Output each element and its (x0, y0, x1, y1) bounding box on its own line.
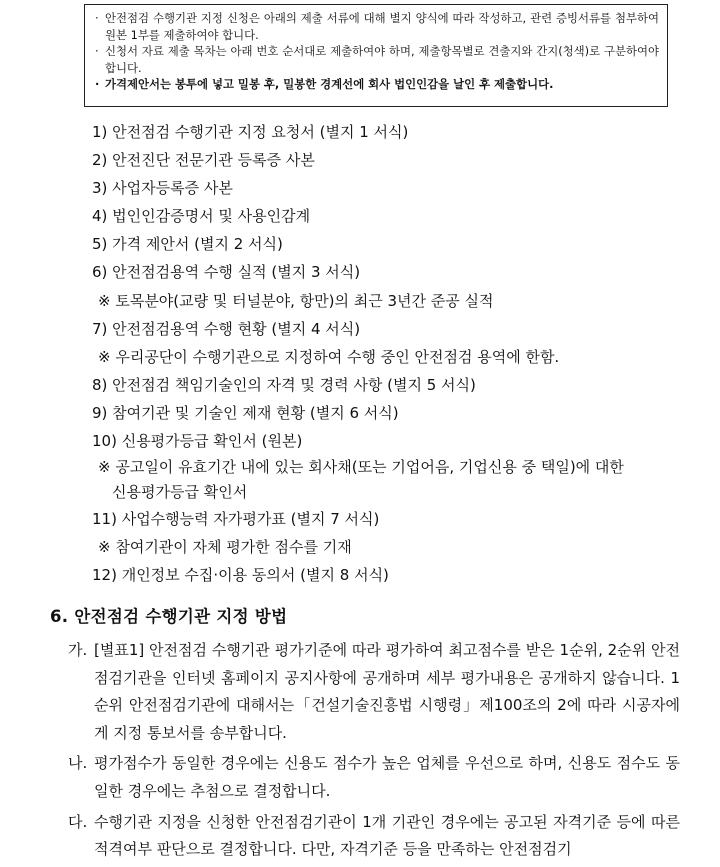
paragraph (68, 809, 680, 864)
notice-bullet: · (95, 11, 99, 25)
document-item: 8) 안전점검 책임기술인의 자격 및 경력 사항 (별지 5 서식) (92, 375, 476, 394)
paragraph-text: [별표1] 안전점검 수행기관 평가기준에 따라 평가하여 최고점수를 받은 1순위, 2순위 안전점검기관을 인터넷 홈페이지 공지사항에 공개하며 세부 평가내용은 공개하지 않습니다. 1순위 안전점검기관에 대해서는「건설기술진흥법 시행령」제100조의 2에 따라 시공자에게 지정 통보서를 송부합니다. (94, 641, 680, 742)
document-item: 5) 가격 제안서 (별지 2 서식) (92, 235, 283, 254)
document-note: ※ 우리공단이 수행기관으로 지정하여 수행 중인 안전점검 용역에 한함. (98, 347, 560, 366)
notice-item-1 (95, 10, 659, 43)
notice-text: 안전점검 수행기관 지정 신청은 아래의 제출 서류에 대해 별지 양식에 따라 작성하고, 관련 증빙서류를 첨부하여 원본 1부를 제출하여야 합니다. (105, 11, 659, 42)
document-item: 10) 신용평가등급 확인서 (원본) (92, 432, 303, 451)
paragraph-marker: 가. (68, 641, 88, 659)
document-note-continuation: 신용평가등급 확인서 (112, 483, 248, 502)
document-item: 3) 사업자등록증 사본 (92, 179, 233, 198)
document-note-line: ※ 공고일이 유효기간 내에 있는 회사채(또는 기업어음, 기업신용 중 택일)에 대한 (98, 458, 624, 477)
submission-notice-box (84, 4, 668, 107)
notice-bullet: · (95, 44, 99, 58)
document-item: 7) 안전점검용역 수행 현황 (별지 4 서식) (92, 319, 361, 338)
notice-text: 신청서 자료 제출 목차는 아래 번호 순서대로 제출하여야 하며, 제출항목별로 견출지와 간지(청색)로 구분하여야 합니다. (105, 44, 659, 75)
document-item: 4) 법인인감증명서 및 사용인감계 (92, 207, 311, 226)
designation-method-paragraphs (68, 637, 680, 867)
notice-item-3 (95, 76, 659, 93)
document-note: ※ 토목분야(교량 및 터널분야, 항만)의 최근 3년간 준공 실적 (98, 291, 494, 310)
required-documents-list (92, 118, 682, 589)
paragraph-text: 평가점수가 동일한 경우에는 신용도 점수가 높은 업체를 우선으로 하며, 신용도 점수도 동일한 경우에는 추첨으로 결정합니다. (94, 754, 680, 800)
document-note (92, 455, 682, 505)
document-item: 12) 개인정보 수집·이용 동의서 (별지 8 서식) (92, 566, 389, 585)
paragraph (68, 637, 680, 747)
notice-item-2 (95, 43, 659, 76)
section-title: 6. 안전점검 수행기관 지정 방법 (50, 607, 288, 626)
notice-text: 가격제안서는 봉투에 넣고 밀봉 후, 밀봉한 경계선에 회사 법인인감을 날인 후 제출합니다. (105, 77, 554, 91)
document-item: 2) 안전진단 전문기관 등록증 사본 (92, 151, 315, 170)
document-item: 11) 사업수행능력 자가평가표 (별지 7 서식) (92, 510, 380, 529)
document-note: ※ 참여기관이 자체 평가한 점수를 기재 (98, 538, 352, 557)
paragraph-text: 수행기관 지정을 신청한 안전점검기관이 1개 기관인 경우에는 공고된 자격기준 등에 따른 적격여부 판단으로 결정합니다. 다만, 자격기준 등을 만족하는 안전점검기 (94, 812, 680, 859)
notice-bullet: · (95, 77, 100, 91)
paragraph-marker: 다. (68, 812, 88, 831)
document-item: 9) 참여기관 및 기술인 제재 현황 (별지 6 서식) (92, 403, 399, 422)
document-item: 6) 안전점검용역 수행 실적 (별지 3 서식) (92, 263, 361, 282)
paragraph-marker: 나. (68, 754, 88, 773)
document-item: 1) 안전점검 수행기관 지정 요청서 (별지 1 서식) (92, 123, 409, 141)
paragraph (68, 750, 680, 805)
